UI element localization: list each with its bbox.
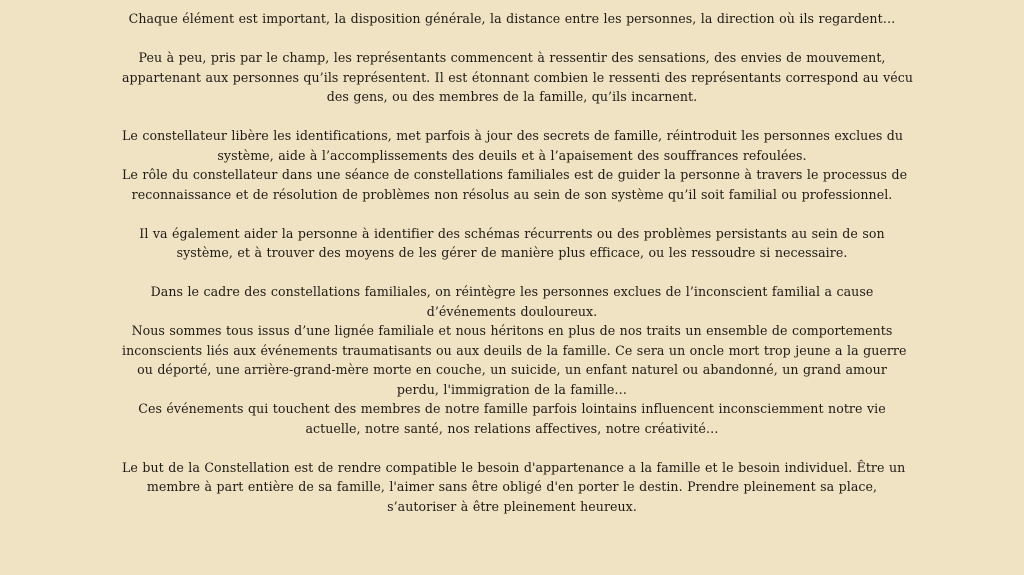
text-block — [122, 9, 914, 516]
text-line: Le constellateur libère les identifications, met parfois à jour des secrets de famille, réintroduit les personnes exclues du — [122, 128, 904, 143]
text-line: Dans le cadre des constellations familiales, on réintègre les personnes exclues de l’inconscient familial a cause — [150, 284, 874, 299]
text-line: appartenant aux personnes qu’ils représentent. Il est étonnant combien le ressenti des représentants correspond au vécu — [122, 69, 914, 85]
paragraph-but — [122, 458, 906, 517]
text-line: perdu, l'immigration de la famille… — [396, 381, 628, 397]
paragraph-schemas — [122, 224, 902, 263]
text-line: membre à part entière de sa famille, l'aimer sans être obligé d'en porter le destin. Prendre pleinement sa place, — [146, 479, 878, 494]
text-line: ou déporté, une arrière-grand-mère morte en couche, un suicide, un enfant naturel ou abandonné, un grand amour — [137, 362, 887, 377]
text-line: Ces événements qui touchent des membres de notre famille parfois lointains influencent inconsciemment notre vie — [138, 401, 886, 416]
text-line: d’événements douloureux. — [426, 303, 598, 319]
paragraph-representants — [122, 48, 914, 107]
text-line: Il va également aider la personne à identifier des schémas récurrents ou des problèmes persistants au sein de son — [139, 225, 885, 241]
paragraph-lignee — [122, 282, 907, 438]
text-line: Nous sommes tous issus d’une lignée familiale et nous héritons en plus de nos traits un ensemble de comportements — [131, 323, 893, 338]
text-line: inconscients liés aux événements traumatisants ou aux deuils de la famille. Ce sera un oncle mort trop jeune a la guerre — [122, 342, 907, 358]
text-line: système, aide à l’accomplissements des deuils et à l’apaisement des souffrances refoulées. — [217, 147, 807, 163]
text-line: Le but de la Constellation est de rendre compatible le besoin d'appartenance a la famille et le besoin individuel. Être un — [122, 459, 906, 475]
text-line: système, et à trouver des moyens de les gérer de manière plus efficace, ou les ressoudre si necessaire. — [176, 245, 848, 260]
text-line: Peu à peu, pris par le champ, les représentants commencent à ressentir des sensations, des envies de mouvement, — [138, 50, 886, 65]
text-line: Le rôle du constellateur dans une séance de constellations familiales est de guider la personne à travers le processus de — [122, 167, 908, 182]
paragraph-observation — [122, 9, 902, 29]
text-line: reconnaissance et de résolution de problèmes non résolus au sein de son système qu’il soit familial ou professionnel. — [131, 186, 893, 202]
text-line: s’autoriser à être pleinement heureux. — [387, 498, 637, 514]
text-line: actuelle, notre santé, nos relations affectives, notre créativité… — [305, 420, 719, 436]
text-line: des gens, ou des membres de la famille, qu’ils incarnent. — [326, 89, 698, 104]
paragraph-constellateur — [122, 126, 908, 204]
text-line: Chaque élément est important, la disposition générale, la distance entre les personnes, la direction où ils regardent… — [128, 11, 896, 26]
